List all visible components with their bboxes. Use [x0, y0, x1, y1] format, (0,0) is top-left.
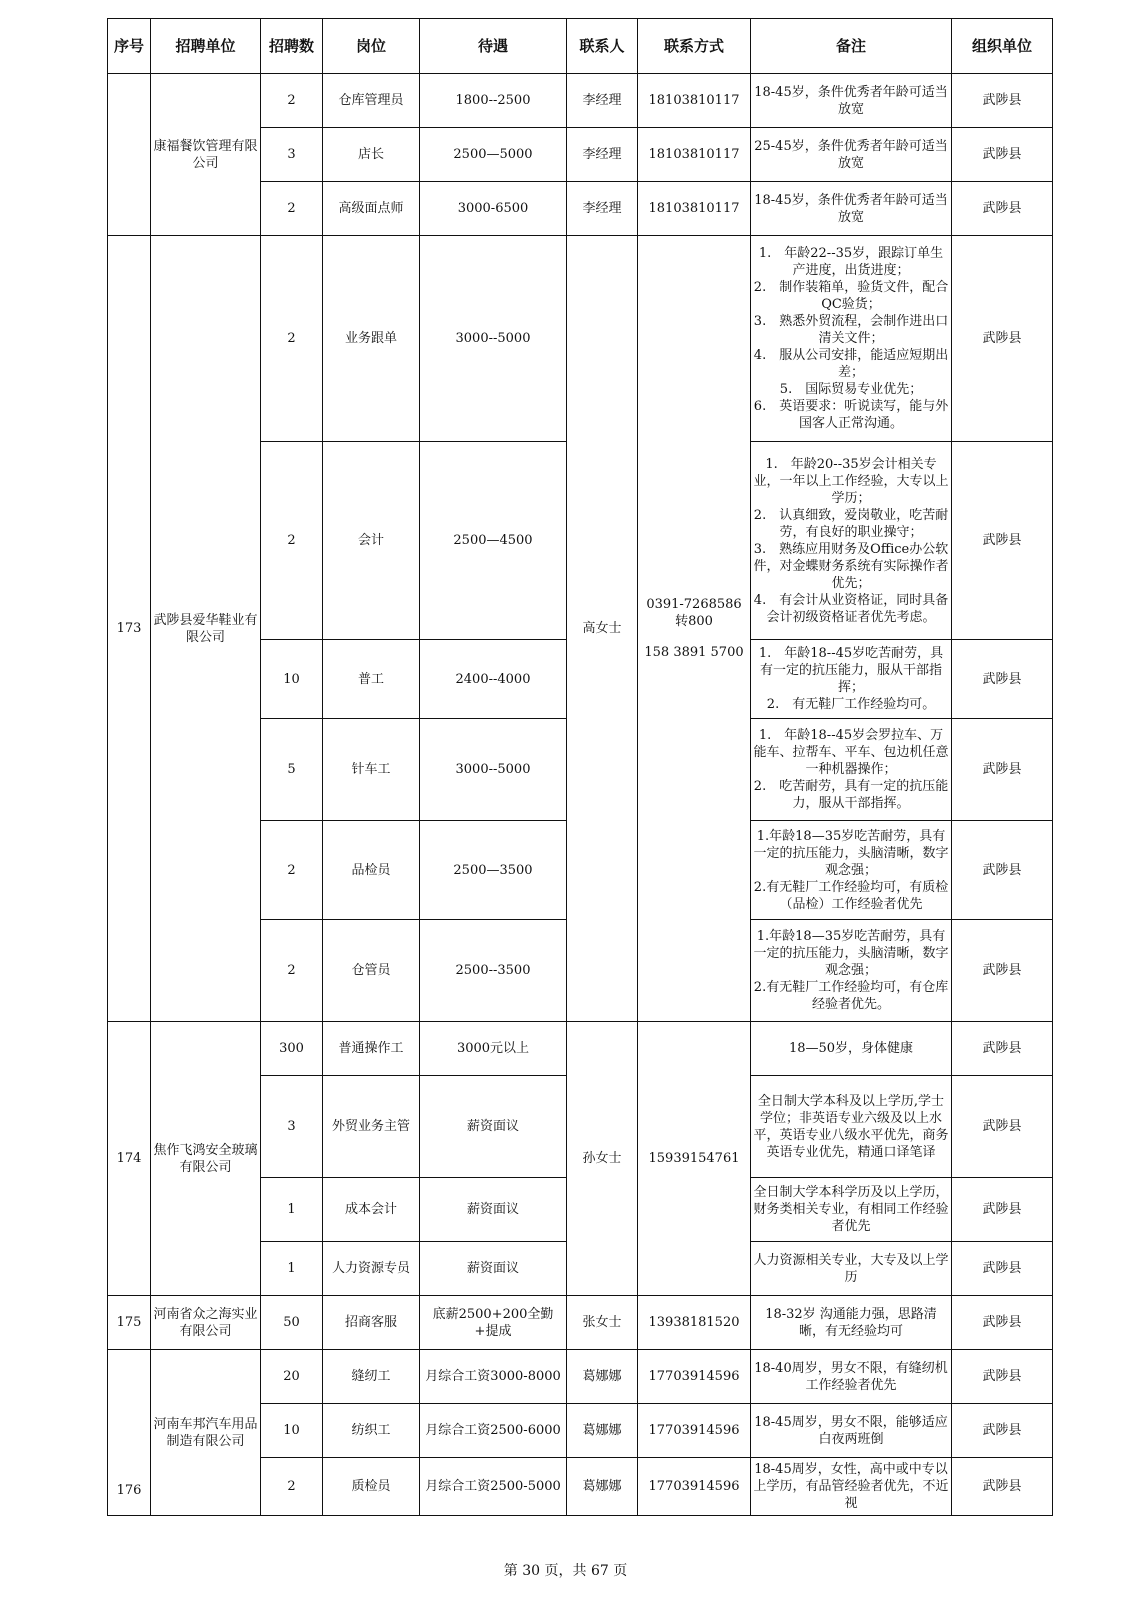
note-line: 人力资源相关专业，大专及以上学历 — [753, 1252, 949, 1285]
count-cell: 5 — [261, 719, 323, 821]
header-salary: 待遇 — [420, 19, 567, 74]
note-cell — [751, 1296, 952, 1350]
salary-cell: 3000-6500 — [420, 182, 567, 236]
note-line: 1.年龄18—35岁吃苦耐劳，具有一定的抗压能力，头脑清晰，数字观念强； — [753, 828, 949, 878]
org-cell: 武陟县 — [952, 821, 1053, 920]
org-cell: 武陟县 — [952, 719, 1053, 821]
seq-cell: 175 — [108, 1296, 151, 1350]
contact-cell: 李经理 — [567, 182, 638, 236]
header-seq: 序号 — [108, 19, 151, 74]
note-cell — [751, 1076, 952, 1178]
note-line: 18-32岁 沟通能力强，思路清晰，有无经验均可 — [765, 1306, 937, 1339]
position-cell: 纺织工 — [323, 1404, 420, 1458]
contact-cell: 高女士 — [567, 236, 638, 1022]
note-line: 6. 英语要求：听说读写，能与外国客人正常沟通。 — [753, 399, 949, 431]
contact-cell: 葛娜娜 — [567, 1404, 638, 1458]
note-line: 2. 有无鞋厂工作经验均可。 — [766, 697, 936, 712]
table-row — [108, 1296, 1053, 1350]
note-cell — [751, 1022, 952, 1076]
contact-cell: 葛娜娜 — [567, 1458, 638, 1516]
note-line: 1. 年龄20--35岁会计相关专业，一年以上工作经验，大专以上学历； — [753, 456, 949, 506]
org-cell: 武陟县 — [952, 1296, 1053, 1350]
salary-cell: 薪资面议 — [420, 1076, 567, 1178]
note-line: 4. 有会计从业资格证，同时具备会计初级资格证者优先考虑。 — [753, 592, 949, 625]
contact-cell: 张女士 — [567, 1296, 638, 1350]
company-name: 焦作飞鸿安全玻璃有限公司 — [151, 1022, 261, 1296]
phone-cell: 17703914596 — [638, 1350, 751, 1404]
position-cell: 品检员 — [323, 821, 420, 920]
note-line: 25-45岁，条件优秀者年龄可适当放宽 — [754, 138, 948, 171]
note-line: 18-40周岁，男女不限，有缝纫机工作经验者优先 — [754, 1360, 948, 1393]
count-cell: 20 — [261, 1350, 323, 1404]
phone-cell: 18103810117 — [638, 74, 751, 128]
count-cell: 50 — [261, 1296, 323, 1350]
phone-cell: 17703914596 — [638, 1458, 751, 1516]
org-cell: 武陟县 — [952, 182, 1053, 236]
position-cell: 质检员 — [323, 1458, 420, 1516]
note-line: 1.年龄18—35岁吃苦耐劳，具有一定的抗压能力，头脑清晰，数字观念强； — [753, 929, 949, 978]
org-cell: 武陟县 — [952, 442, 1053, 640]
salary-cell: 底薪2500+200全勤+提成 — [420, 1296, 567, 1350]
company-name: 河南省众之海实业有限公司 — [151, 1296, 261, 1350]
note-line: 1. 年龄18--45岁吃苦耐劳，具有一定的抗压能力，服从干部指挥； — [758, 646, 944, 695]
count-cell: 2 — [261, 182, 323, 236]
position-cell: 普通操作工 — [323, 1022, 420, 1076]
position-cell: 高级面点师 — [323, 182, 420, 236]
org-cell: 武陟县 — [952, 1350, 1053, 1404]
salary-cell: 月综合工资3000-8000 — [420, 1350, 567, 1404]
salary-cell: 3000--5000 — [420, 236, 567, 442]
note-line: 1. 年龄22--35岁，跟踪订单生产进度，出货进度； — [758, 246, 944, 278]
note-line: 2.有无鞋厂工作经验均可，有仓库经验者优先。 — [753, 980, 949, 1012]
note-cell — [751, 236, 952, 442]
count-cell: 300 — [261, 1022, 323, 1076]
phone-cell — [638, 236, 751, 1022]
header-org: 组织单位 — [952, 19, 1053, 74]
salary-cell: 月综合工资2500-6000 — [420, 1404, 567, 1458]
position-cell: 招商客服 — [323, 1296, 420, 1350]
count-cell: 3 — [261, 1076, 323, 1178]
contact-cell: 孙女士 — [567, 1022, 638, 1296]
table-row — [108, 236, 1053, 442]
phone-cell: 13938181520 — [638, 1296, 751, 1350]
org-cell: 武陟县 — [952, 1178, 1053, 1242]
salary-cell: 薪资面议 — [420, 1178, 567, 1242]
note-line: 18-45周岁，男女不限，能够适应白夜两班倒 — [754, 1414, 948, 1447]
position-cell: 普工 — [323, 640, 420, 719]
salary-cell: 2500—5000 — [420, 128, 567, 182]
note-cell — [751, 442, 952, 640]
org-cell: 武陟县 — [952, 1404, 1053, 1458]
org-cell: 武陟县 — [952, 74, 1053, 128]
salary-cell: 2500—4500 — [420, 442, 567, 640]
note-cell — [751, 1404, 952, 1458]
org-cell: 武陟县 — [952, 236, 1053, 442]
note-line: 18-45周岁，女性，高中或中专以上学历，有品管经验者优先，不近视 — [753, 1462, 949, 1511]
table-row — [108, 74, 1053, 128]
note-line: 18-45岁，条件优秀者年龄可适当放宽 — [754, 84, 948, 117]
recruitment-table — [107, 18, 1053, 1516]
count-cell: 1 — [261, 1178, 323, 1242]
contact-cell: 李经理 — [567, 74, 638, 128]
note-cell — [751, 640, 952, 719]
note-cell — [751, 1178, 952, 1242]
phone-line: 0391-7268586转800 — [646, 597, 742, 629]
contact-cell: 葛娜娜 — [567, 1350, 638, 1404]
note-line: 2. 认真细致，爱岗敬业，吃苦耐劳，有良好的职业操守； — [753, 507, 949, 540]
count-cell: 10 — [261, 1404, 323, 1458]
salary-cell: 薪资面议 — [420, 1242, 567, 1296]
phone-line: 158 3891 5700 — [644, 645, 744, 660]
position-cell: 人力资源专员 — [323, 1242, 420, 1296]
seq-cell: 174 — [108, 1022, 151, 1296]
salary-cell: 1800--2500 — [420, 74, 567, 128]
seq-value: 176 — [116, 1483, 142, 1498]
org-cell: 武陟县 — [952, 640, 1053, 719]
count-cell: 2 — [261, 821, 323, 920]
contact-cell: 李经理 — [567, 128, 638, 182]
salary-cell: 月综合工资2500-5000 — [420, 1458, 567, 1516]
position-cell: 缝纫工 — [323, 1350, 420, 1404]
position-cell: 业务跟单 — [323, 236, 420, 442]
position-cell: 针车工 — [323, 719, 420, 821]
salary-cell: 3000--5000 — [420, 719, 567, 821]
salary-cell: 3000元以上 — [420, 1022, 567, 1076]
table-row — [108, 1022, 1053, 1076]
note-cell — [751, 182, 952, 236]
note-line: 2.有无鞋厂工作经验均可，有质检（品检）工作经验者优先 — [753, 879, 949, 912]
phone-cell: 17703914596 — [638, 1404, 751, 1458]
salary-cell: 2500--3500 — [420, 920, 567, 1022]
note-line: 2. 吃苦耐劳，具有一定的抗压能力，服从干部指挥。 — [753, 779, 949, 811]
org-cell: 武陟县 — [952, 1022, 1053, 1076]
org-cell: 武陟县 — [952, 1076, 1053, 1178]
page-footer: 第 30 页，共 67 页 — [503, 1563, 628, 1579]
position-cell: 成本会计 — [323, 1178, 420, 1242]
company-name: 康福餐饮管理有限公司 — [151, 74, 261, 236]
note-line: 3. 熟练应用财务及Office办公软件，对金蝶财务系统有实际操作者优先； — [753, 541, 949, 591]
position-cell: 外贸业务主管 — [323, 1076, 420, 1178]
count-cell: 2 — [261, 920, 323, 1022]
position-cell: 仓库管理员 — [323, 74, 420, 128]
note-cell — [751, 920, 952, 1022]
company-name: 河南车邦汽车用品制造有限公司 — [151, 1350, 261, 1516]
count-cell: 2 — [261, 1458, 323, 1516]
org-cell: 武陟县 — [952, 128, 1053, 182]
phone-cell: 15939154761 — [638, 1022, 751, 1296]
header-count: 招聘数 — [261, 19, 323, 74]
position-cell: 仓管员 — [323, 920, 420, 1022]
note-cell — [751, 1242, 952, 1296]
count-cell: 10 — [261, 640, 323, 719]
salary-cell: 2500—3500 — [420, 821, 567, 920]
note-line: 4. 服从公司安排，能适应短期出差； — [753, 348, 949, 380]
count-cell: 3 — [261, 128, 323, 182]
note-line: 1. 年龄18--45岁会罗拉车、万能车、拉帮车、平车、包边机任意一种机器操作； — [753, 728, 949, 777]
phone-cell: 18103810117 — [638, 182, 751, 236]
position-cell: 店长 — [323, 128, 420, 182]
org-cell: 武陟县 — [952, 1242, 1053, 1296]
note-cell — [751, 1350, 952, 1404]
note-line: 18—50岁，身体健康 — [788, 1041, 914, 1056]
note-line: 18-45岁，条件优秀者年龄可适当放宽 — [754, 192, 948, 225]
note-line: 全日制大学本科及以上学历,学士学位；非英语专业六级及以上水平，英语专业八级水平优先，商务英语专业优先，精通口译笔译 — [753, 1093, 949, 1160]
table-row — [108, 1350, 1053, 1404]
header-row — [108, 19, 1053, 74]
org-cell: 武陟县 — [952, 920, 1053, 1022]
seq-cell: 173 — [108, 236, 151, 1022]
note-cell — [751, 74, 952, 128]
note-line: 3. 熟悉外贸流程，会制作进出口清关文件； — [753, 314, 949, 346]
header-contact: 联系人 — [567, 19, 638, 74]
count-cell: 2 — [261, 442, 323, 640]
position-cell: 会计 — [323, 442, 420, 640]
seq-cell — [108, 74, 151, 236]
note-line: 5. 国际贸易专业优先； — [779, 382, 923, 397]
seq-cell — [108, 1350, 151, 1516]
count-cell: 2 — [261, 74, 323, 128]
note-cell — [751, 128, 952, 182]
header-phone: 联系方式 — [638, 19, 751, 74]
note-line: 全日制大学本科学历及以上学历，财务类相关专业，有相同工作经验者优先 — [753, 1185, 949, 1234]
header-company: 招聘单位 — [151, 19, 261, 74]
phone-cell: 18103810117 — [638, 128, 751, 182]
note-cell — [751, 719, 952, 821]
org-cell: 武陟县 — [952, 1458, 1053, 1516]
company-name: 武陟县爱华鞋业有限公司 — [151, 236, 261, 1022]
count-cell: 2 — [261, 236, 323, 442]
note-cell — [751, 1458, 952, 1516]
header-position: 岗位 — [323, 19, 420, 74]
note-cell — [751, 821, 952, 920]
note-line: 2. 制作装箱单，验货文件，配合QC验货； — [753, 280, 949, 312]
count-cell: 1 — [261, 1242, 323, 1296]
header-note: 备注 — [751, 19, 952, 74]
salary-cell: 2400--4000 — [420, 640, 567, 719]
